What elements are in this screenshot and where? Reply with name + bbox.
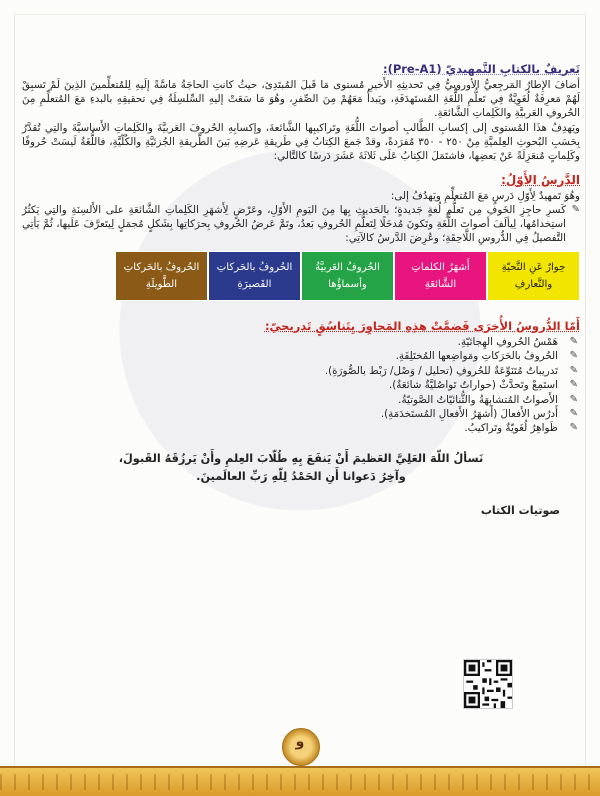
qr-code[interactable] xyxy=(463,659,513,709)
list-item: ✎ الأَصواتُ المُتشابِهَةُ والثُّنائيّاتُ الصَّوتيّةُ. xyxy=(398,393,578,406)
pencil-icon: ✎ xyxy=(569,336,578,347)
category-short-vowels xyxy=(208,251,301,301)
page-number-badge xyxy=(282,728,318,768)
closing-line-1: نَسألُ اللّهَ العَلِيَّ العَظيمَ أَنْ يَنفَعَ بِهِ طُلّابَ العِلمِ وأَنْ يَرزُقَهُ القَبولَ، xyxy=(118,451,484,465)
list-item: ✎ هَمْسُ الحُروفِ الهِجائيّةِ. xyxy=(457,336,578,348)
pencil-icon: ✎ xyxy=(569,408,578,420)
category-label: الحُروفُ العَربيَّةُ وأسماؤُها xyxy=(315,262,380,290)
category-label: الحُروفُ بالحَركاتِ القَصيرَةِ xyxy=(216,262,293,290)
lesson1-heading: الدَّرسُ الأَوّلُ: xyxy=(501,173,580,187)
pencil-icon: ✎ xyxy=(569,350,578,362)
category-common-words xyxy=(394,251,487,301)
lesson1-bullet-text: كَسرِ حاجِزِ الخَوفِ مِن تَعلُّمِ لُغةٍ جَديدةٍ؛ بالحَديثِ بِها مِنَ اليَومِ الأَوّلِ، وعَرْضٍ لِأَشهَرِ الكَلِماتِ الشَّائعَةِ على الأَلسِنَةِ والتِي يَكثُرُ استِخدامُها، لِيألَفَ أصواتَ اللُّغَةِ وتَكونَ مُدخَلًا لِتَعلُّمِ الحُروفِ بَعدُ، وتَمَّ عَرضُ الحُروفِ بِحرَكاتِها بِشَكلٍ مُجمَلٍ لِيتَعرَّفَ عَلَيها، ثُمَّ يَأتِي التَّفصيلُ فِي الدُّروسِ اللَّاحِقَةِ؛ وعُرِضَ الدَّرسُ كالآتِي: xyxy=(22,204,566,244)
list-item: ✎ ظَواهِرُ لُغَويّةٌ وتَراكيبُ. xyxy=(464,422,578,435)
topics-list xyxy=(22,335,580,436)
lesson1-categories xyxy=(22,251,580,301)
list-item: ✎ استَمِعْ وتَحدَّثْ (حواراتٌ تَواصُليَّةٌ شائعَةٌ). xyxy=(388,379,578,392)
lesson1-intro-line: وهُوَ تَمهيدٌ لِأَوّلِ دَرسٍ مَعَ المُتعلِّمِ ويَهدُفُ إلى: xyxy=(390,190,580,202)
intro-paragraph-1: أضافَ الإِطارُ المَرجِعيُّ الأوروبيُّ فِي تَحديثِهِ الأَخيرِ مُستوى مَا قَبلَ المُبتَدِئ، حيثُ كانتِ الحاجَةُ مَاسَّةً إلَيهِ لِلمُتعلِّمينَ الذِينَ لَمْ تَسبِقْ لَهُمْ مَعرِفَةٌ لُغَوِيَّةٌ فِي تَعلُّمِ اللُّغَةِ المُستَهدَفَةِ، ويَبدأُ مَعَهُمْ مِنَ الصِّفرِ، وهُوَ مَا سَعَتْ إليهِ السِّلسِلَةُ فِي تحقيقِهِ بالبدءِ مَعَ المُتعلِّمِ مِنَ الحُروفِ العَربيَّةِ والكَلِماتِ الشَّائعَةِ. xyxy=(22,79,580,119)
decorative-bottom-border xyxy=(0,766,600,796)
page-content xyxy=(22,62,580,518)
pencil-icon: ✎ xyxy=(571,204,580,215)
category-label: حِوارٌ عَنِ التَّحيّةِ والتَّعارفِ xyxy=(501,262,566,290)
category-label: أَشهَرُ الكلماتِ الشَّائعَةِ xyxy=(411,262,470,290)
pencil-icon: ✎ xyxy=(569,393,578,405)
pencil-icon: ✎ xyxy=(569,364,578,376)
intro-heading: تَعريفٌ بالكتابِ التَّمهيديّ (Pre-A1): xyxy=(382,62,580,76)
closing-line-2: وآخِرُ دَعوانا أَنِ الحَمْدُ لِلّهِ رَبِّ العالَمينَ. xyxy=(196,469,406,483)
category-label: الحُروفُ بالحَركاتِ الطَّويلَةِ xyxy=(123,262,200,290)
qr-code-graphic xyxy=(464,660,512,708)
category-greetings xyxy=(487,251,580,301)
other-lessons-heading: أَمّا الدُّروسُ الأُخرَى فَضمَّتْ هذِهِ المَحاوِرَ بِتَناسُقٍ تَدريجيّ: xyxy=(264,319,580,333)
lesson1-bullet xyxy=(22,203,580,245)
audio-label: صوتيات الكتاب xyxy=(480,503,560,517)
category-letters-names xyxy=(301,251,394,301)
pencil-icon: ✎ xyxy=(569,422,578,434)
intro-paragraph-2: ويَهدِفُ هذَا المُستوى إلى إكسابِ الطَّالبِ أصواتَ اللُّغَةِ وتَراكيبِها الشَّائعةَ، وإكسابِهِ الحُروفَ العَربيَّةَ والكَلِماتِ الأَساسيَّةَ والتِي تُقدَّرُ بِحَسَبِ البُحوثِ العِلميَّةِ مِنْ ٢٥٠ - ٣٥٠ مُفرَدةً، وقدْ جَمعَ الكِتابُ فِي طَريقةِ عَرضِهِ بَينَ الطَّريقةِ الجُزئيَّةِ والكُلّيَّةِ، فاللُّغَةُ لَيسَتْ حُروفًا وكَلِماتٍ مُنعَزِلَةً عَنْ بَعضِها، فاشتَمَلَ الكِتابُ عَلَى ثَلاثَةَ عَشَرَ دَرسًا كالتَّالي: xyxy=(22,122,581,162)
closing-prayer xyxy=(22,450,580,486)
list-item: ✎ تَدريباتٌ مُتَنَوِّعَةٌ للحُروفِ (تحليل / وَصْل/ رَبْط بالصُّورَةِ). xyxy=(324,364,578,377)
pencil-icon: ✎ xyxy=(569,379,578,391)
border-pattern xyxy=(0,774,600,790)
list-item: ✎ الحُروفُ بالحَرَكاتِ ومَواضِعها المُختَلِفَةِ. xyxy=(395,350,578,363)
page-number: و xyxy=(295,734,305,750)
category-long-vowels xyxy=(115,251,208,301)
list-item: ✎ أَدرُس الأَفعالَ (أَشهَرُ الأَفعالِ المُستَخدَمَةِ). xyxy=(380,408,578,421)
